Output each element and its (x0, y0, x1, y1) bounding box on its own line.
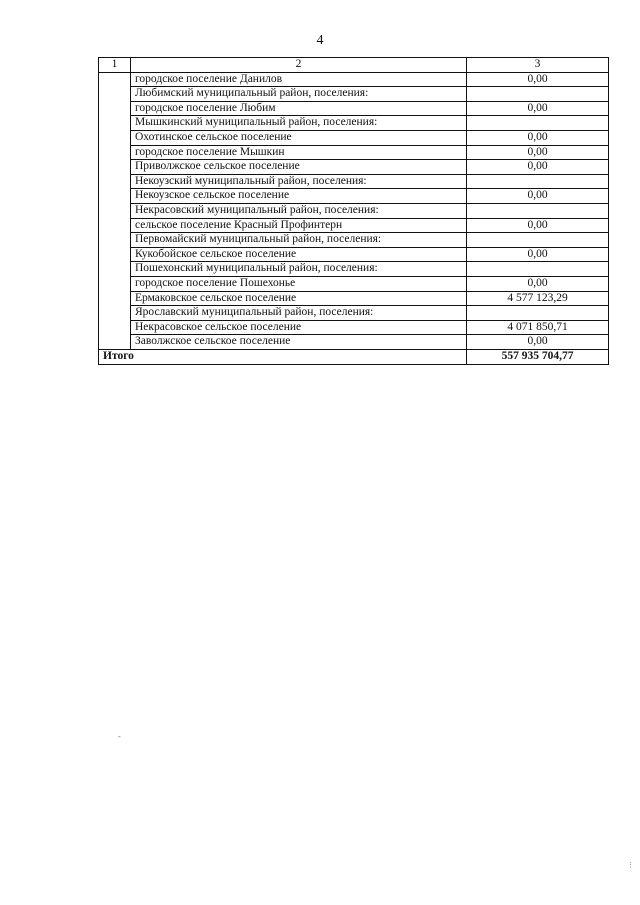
settlement-name: сельское поселение Красный Профинтерн (131, 218, 467, 233)
header-col-3: 3 (467, 58, 609, 73)
margin-mark: - (118, 732, 121, 741)
amount-value: 0,00 (467, 335, 609, 350)
table-row (99, 276, 609, 291)
settlement-name: Ермаковское сельское поселение (131, 291, 467, 306)
settlement-name: городское поселение Любим (131, 101, 467, 116)
table-row (99, 87, 609, 102)
table-row (99, 101, 609, 116)
amount-value (467, 262, 609, 277)
settlement-name: Ярославский муниципальный район, поселения: (131, 306, 467, 321)
header-col-1: 1 (99, 58, 131, 73)
total-row (99, 349, 609, 365)
amount-value (467, 233, 609, 248)
amount-value: 0,00 (467, 160, 609, 175)
settlement-name: Пошехонский муниципальный район, поселения: (131, 262, 467, 277)
table-body (99, 58, 609, 365)
amount-value (467, 87, 609, 102)
header-col-2: 2 (131, 58, 467, 73)
settlement-name: Мышкинский муниципальный район, поселения: (131, 116, 467, 131)
amount-value: 0,00 (467, 247, 609, 262)
settlement-name: городское поселение Мышкин (131, 145, 467, 160)
amount-value: 4 577 123,29 (467, 291, 609, 306)
table-row (99, 306, 609, 321)
amount-value: 0,00 (467, 218, 609, 233)
table-row (99, 233, 609, 248)
settlement-name: Некрасовское сельское поселение (131, 320, 467, 335)
table-row (99, 262, 609, 277)
settlement-name: Любимский муниципальный район, поселения: (131, 87, 467, 102)
amount-value: 0,00 (467, 101, 609, 116)
table-row (99, 116, 609, 131)
table-row (99, 320, 609, 335)
amount-value (467, 116, 609, 131)
settlement-name: Первомайский муниципальный район, поселения: (131, 233, 467, 248)
amount-value (467, 203, 609, 218)
amount-value (467, 306, 609, 321)
total-value: 557 935 704,77 (467, 349, 609, 365)
table-row (99, 291, 609, 306)
total-label: Итого (99, 349, 467, 365)
table-row (99, 174, 609, 189)
amount-value: 0,00 (467, 276, 609, 291)
settlement-name: Кукобойское сельское поселение (131, 247, 467, 262)
amount-value: 4 071 850,71 (467, 320, 609, 335)
row-number-cell (99, 72, 131, 349)
amount-value (467, 174, 609, 189)
settlement-name: Некрасовский муниципальный район, поселения: (131, 203, 467, 218)
settlement-name: Некоузское сельское поселение (131, 189, 467, 204)
edge-mark: ⋮ (627, 861, 634, 869)
amount-value: 0,00 (467, 72, 609, 87)
settlement-name: Заволжское сельское поселение (131, 335, 467, 350)
table-row (99, 130, 609, 145)
settlements-table (98, 57, 609, 365)
amount-value: 0,00 (467, 130, 609, 145)
amount-value: 0,00 (467, 189, 609, 204)
table-row (99, 189, 609, 204)
settlement-name: Приволжское сельское поселение (131, 160, 467, 175)
table-row (99, 145, 609, 160)
table-header-row (99, 58, 609, 73)
settlement-name: Некоузский муниципальный район, поселения: (131, 174, 467, 189)
page-number: 4 (316, 33, 324, 48)
table-row (99, 203, 609, 218)
settlement-name: Охотинское сельское поселение (131, 130, 467, 145)
settlement-name: городское поселение Данилов (131, 72, 467, 87)
table-row (99, 218, 609, 233)
table-row (99, 335, 609, 350)
table-row (99, 72, 609, 87)
settlement-name: городское поселение Пошехонье (131, 276, 467, 291)
table-row (99, 247, 609, 262)
table-row (99, 160, 609, 175)
amount-value: 0,00 (467, 145, 609, 160)
